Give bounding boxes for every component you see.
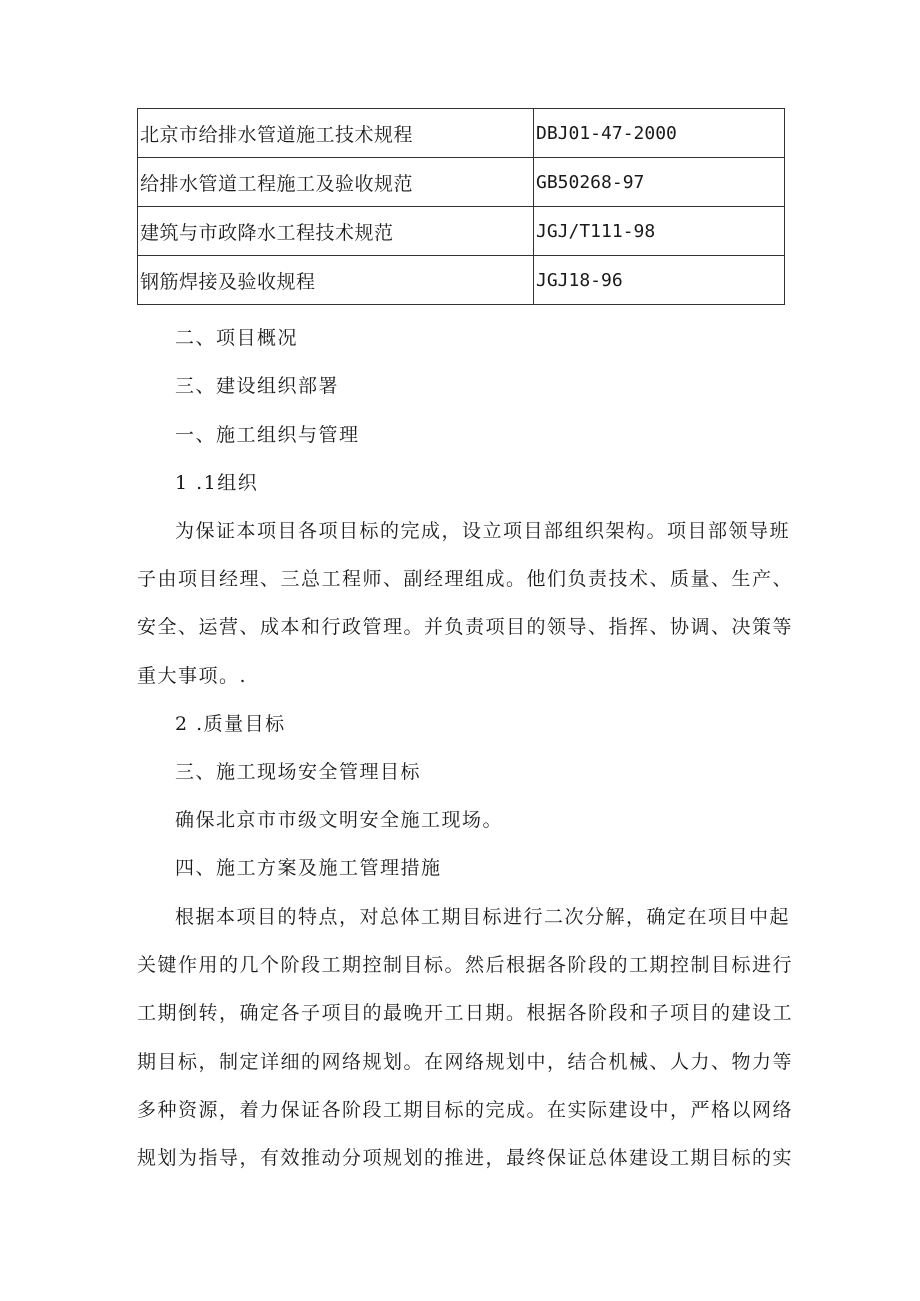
standard-name-cell: 北京市给排水管道施工技术规程 [138,109,534,158]
heading-quality-target: 2 .质量目标 [175,713,286,735]
organization-paragraph-line: 为保证本项目各项目标的完成，设立项目部组织架构。项目部领导班 [175,520,791,542]
plan-paragraph-line: 期目标，制定详细的网络规划。在网络规划中，结合机械、人力、物力等 [137,1051,794,1073]
standard-code-cell: GB50268-97 [534,158,785,207]
heading-project-overview: 二、项目概况 [175,327,299,349]
heading-construction-deployment: 三、建设组织部署 [175,375,340,397]
standard-code-cell: JGJ18-96 [534,256,785,305]
heading-safety-target: 三、施工现场安全管理目标 [175,761,422,783]
organization-paragraph-line: 安全、运营、成本和行政管理。并负责项目的领导、指挥、协调、决策等 [137,616,794,638]
standard-name-cell: 给排水管道工程施工及验收规范 [138,158,534,207]
heading-construction-plan: 四、施工方案及施工管理措施 [175,857,442,879]
plan-paragraph-line: 关键作用的几个阶段工期控制目标。然后根据各阶段的工期控制目标进行 [137,954,794,976]
plan-paragraph-line: 多种资源，着力保证各阶段工期目标的完成。在实际建设中，严格以网络 [137,1099,794,1121]
organization-paragraph-line: 重大事项。. [137,665,248,687]
standards-table [137,108,785,305]
heading-organization-management: 一、施工组织与管理 [175,424,360,446]
standard-name-cell: 建筑与市政降水工程技术规范 [138,207,534,256]
standard-name-cell: 钢筋焊接及验收规程 [138,256,534,305]
plan-paragraph-line: 规划为指导，有效推动分项规划的推进，最终保证总体建设工期目标的实 [137,1147,794,1169]
table-row [138,158,785,207]
plan-paragraph-line: 工期倒转，确定各子项目的最晚开工日期。根据各阶段和子项目的建设工 [137,1002,794,1024]
table-row [138,109,785,158]
standard-code-cell: JGJ/T111-98 [534,207,785,256]
standard-code-cell: DBJ01-47-2000 [534,109,785,158]
plan-paragraph-line: 根据本项目的特点，对总体工期目标进行二次分解，确定在项目中起 [175,906,791,928]
safety-paragraph: 确保北京市市级文明安全施工现场。 [175,809,504,831]
table-row [138,256,785,305]
table-row [138,207,785,256]
organization-paragraph-line: 子由项目经理、三总工程师、副经理组成。他们负责技术、质量、生产、 [137,568,794,590]
heading-organization: 1 .1组织 [175,472,259,494]
